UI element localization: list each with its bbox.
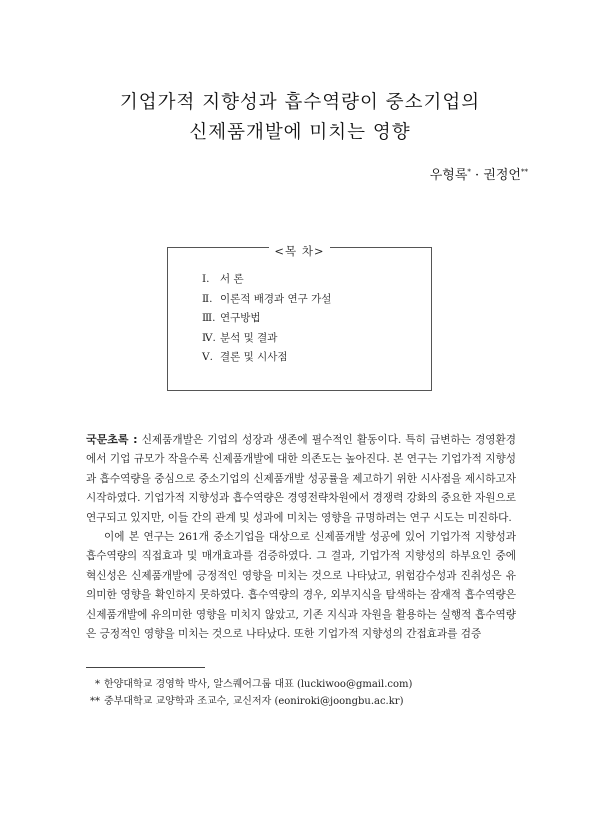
author-2: 권정언 bbox=[483, 168, 521, 183]
toc-item-label: 서 론 bbox=[220, 273, 244, 285]
toc-item-label: 결론 및 시사점 bbox=[220, 351, 288, 364]
abstract-paragraph-1 bbox=[86, 430, 516, 528]
footnote-2-mark: ** bbox=[90, 696, 100, 707]
author-1: 우형록 bbox=[429, 168, 468, 183]
toc-item bbox=[202, 290, 331, 310]
toc-item-number: Ⅲ. bbox=[202, 312, 216, 325]
author-1-mark: * bbox=[467, 168, 471, 176]
author-separator: · bbox=[470, 168, 484, 183]
author-2-mark: ** bbox=[521, 168, 528, 176]
toc-item-label: 분석 및 결과 bbox=[220, 331, 278, 344]
toc-item-number: Ⅴ. bbox=[202, 351, 213, 364]
toc-item-number: Ⅳ. bbox=[202, 331, 216, 344]
footnote-1-text: 한양대학교 경영학 박사, 알스퀘어그룹 대표 (luckiwoo@gmail.com) bbox=[104, 679, 413, 690]
toc-item-label: 연구방법 bbox=[220, 312, 261, 325]
toc-item-label: 이론적 배경과 연구 가설 bbox=[220, 292, 332, 305]
footnote-1 bbox=[86, 676, 412, 693]
author-line bbox=[430, 164, 528, 183]
title-line-1: 기업가적 지향성과 흡수역량이 중소기업의 bbox=[119, 92, 481, 113]
toc-item bbox=[202, 309, 331, 329]
footnote-1-mark: * bbox=[95, 679, 100, 690]
footnote-2-text: 중부대학교 교양학과 조교수, 교신저자 (eoniroki@joongbu.ac.kr) bbox=[104, 696, 404, 707]
table-of-contents bbox=[167, 244, 432, 391]
footnote-divider bbox=[86, 667, 205, 668]
abstract-paragraph-2 bbox=[86, 528, 516, 644]
paper-title bbox=[0, 88, 600, 148]
title-line-2: 신제품개발에 미치는 영향 bbox=[189, 122, 411, 143]
toc-item-number: Ⅱ. bbox=[202, 292, 213, 305]
toc-item bbox=[202, 348, 331, 368]
toc-item-number: Ⅰ. bbox=[202, 273, 210, 285]
toc-heading: <목 차> bbox=[269, 244, 329, 258]
abstract-label: 국문초록 : bbox=[86, 433, 138, 446]
footnotes bbox=[86, 676, 412, 710]
toc-heading-wrap bbox=[168, 240, 431, 259]
toc-list bbox=[202, 270, 331, 368]
korean-abstract bbox=[86, 430, 516, 644]
abstract-paragraph-1-text: 신제품개발은 기업의 성장과 생존에 필수적인 활동이다. 특히 급변하는 경영환경에서 기업 규모가 작을수록 신제품개발에 대한 의존도는 높아진다. 본 연구는 기업가적 지향성과 흡수역량을 중심으로 중소기업의 신제품개발 성공률을 제고하기 위한 시사점을 제시하고자 시작하였다. 기업가적 지향성과 흡수역량은 경영전략차원에서 경쟁력 강화의 중요한 자원으로 연구되고 있지만, 이들 간의 관계 및 성과에 미치는 영향을 규명하려는 연구 시도는 미진하다. bbox=[86, 434, 516, 524]
toc-item bbox=[202, 270, 331, 290]
toc-item bbox=[202, 329, 331, 349]
abstract-paragraph-2-text: 이에 본 연구는 261개 중소기업을 대상으로 신제품개발 성공에 있어 기업가적 지향성과 흡수역량의 직접효과 및 매개효과를 검증하였다. 그 결과, 기업가적 지향성의 하부요인 중에 혁신성은 신제품개발에 긍정적인 영향을 미치는 것으로 나타났고, 위험감수성과 진취성은 유의미한 영향을 확인하지 못하였다. 흡수역량의 경우, 외부지식을 탐색하는 잠재적 흡수역량은 신제품개발에 유의미한 영향을 미치지 않았고, 기존 지식과 자원을 활용하는 실행적 흡수역량은 긍정적인 영향을 미치는 것으로 나타났다. 또한 기업가적 지향성의 간접효과를 검증 bbox=[86, 531, 516, 641]
footnote-2 bbox=[86, 693, 412, 710]
